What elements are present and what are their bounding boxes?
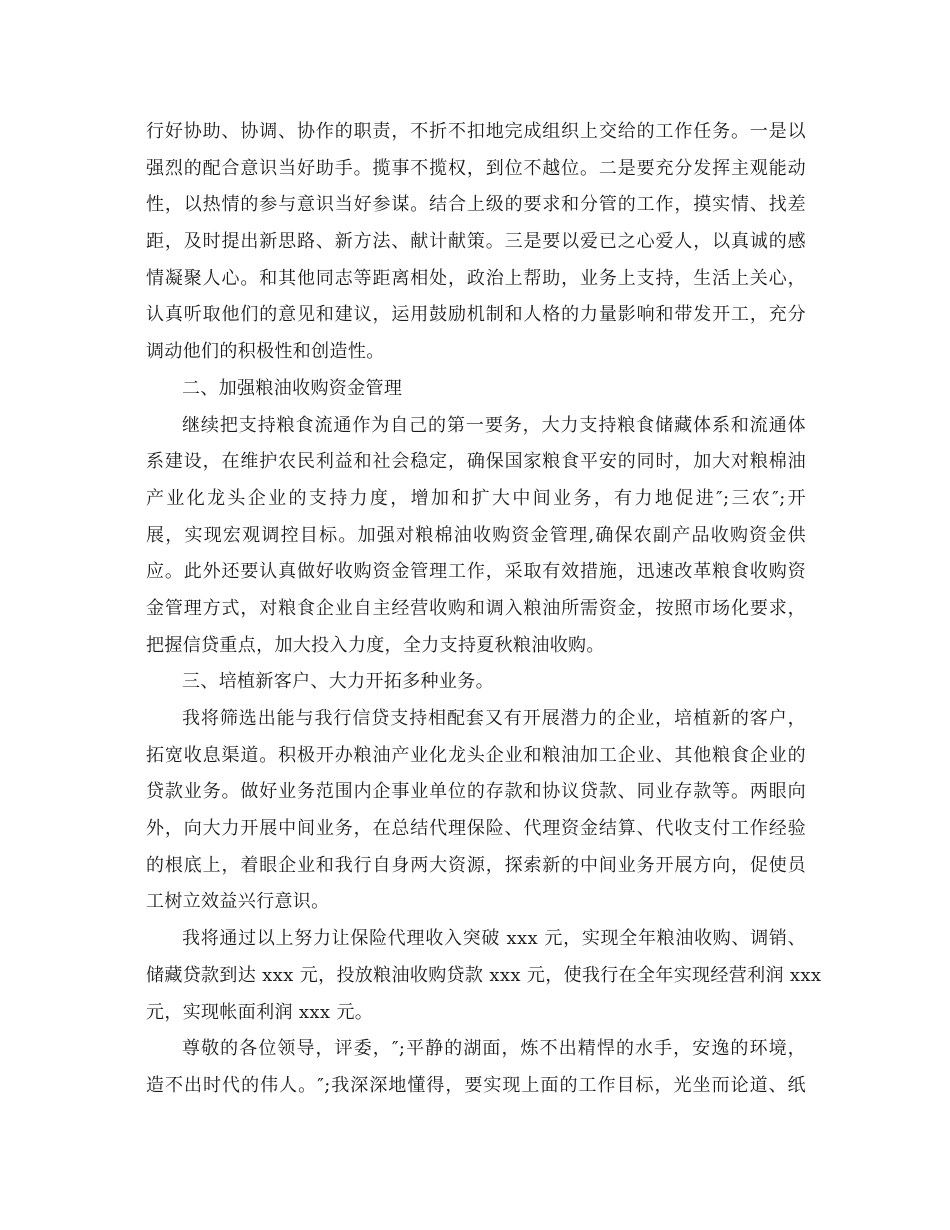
document-body	[146, 114, 822, 1105]
text-line: 情凝聚人心。和其他同志等距离相处，政治上帮助，业务上支持，生活上关心，	[146, 267, 806, 289]
text-line: 我将通过以上努力让保险代理收入突破 xxx 元，实现全年粮油收购、调销、	[182, 928, 806, 950]
text-line: 元，实现帐面利润 xxx 元。	[146, 1001, 374, 1023]
text-line: 工树立效益兴行意识。	[146, 891, 330, 913]
text-line: 继续把支持粮食流通作为自己的第一要务，大力支持粮食储藏体系和流通体	[182, 414, 806, 436]
text-line: 拓宽收息渠道。积极开办粮油产业化龙头企业和粮油加工企业、其他粮食企业的	[146, 744, 806, 766]
text-line: 金管理方式，对粮食企业自主经营收购和调入粮油所需资金，按照市场化要求，	[146, 597, 806, 619]
text-line: 展，实现宏观调控目标。加强对粮棉油收购资金管理,确保农副产品收购资金供	[146, 524, 806, 546]
text-line: 造不出时代的伟人。″;我深深地懂得，要实现上面的工作目标，光坐而论道、纸	[146, 1074, 806, 1096]
text-line: 的根底上，着眼企业和我行自身两大资源，探索新的中间业务开展方向，促使员	[146, 854, 806, 876]
text-line: 认真听取他们的意见和建议，运用鼓励机制和人格的力量影响和带发开工，充分	[146, 304, 806, 326]
text-line: 性，以热情的参与意识当好参谋。结合上级的要求和分管的工作，摸实情、找差	[146, 194, 806, 216]
text-line: 应。此外还要认真做好收购资金管理工作，采取有效措施，迅速改革粮食收购资	[146, 561, 806, 583]
text-line: 调动他们的积极性和创造性。	[146, 341, 385, 363]
text-line: 系建设，在维护农民利益和社会稳定，确保国家粮食平安的同时，加大对粮棉油	[146, 451, 806, 473]
text-line: 外，向大力开展中间业务，在总结代理保险、代理资金结算、代收支付工作经验	[146, 818, 806, 840]
text-line: 尊敬的各位领导，评委，″;平静的湖面，炼不出精悍的水手，安逸的环境，	[182, 1038, 806, 1060]
text-line: 贷款业务。做好业务范围内企事业单位的存款和协议贷款、同业存款等。两眼向	[146, 781, 806, 803]
text-line: 强烈的配合意识当好助手。揽事不揽权，到位不越位。二是要充分发挥主观能动	[146, 157, 806, 179]
text-line: 产业化龙头企业的支持力度，增加和扩大中间业务，有力地促进″;三农″;开	[146, 487, 806, 509]
text-line: 距，及时提出新思路、新方法、献计献策。三是要以爱已之心爱人，以真诚的感	[146, 231, 806, 253]
text-line: 我将筛选出能与我行信贷支持相配套又有开展潜力的企业，培植新的客户，	[182, 708, 806, 729]
text-line: 储藏贷款到达 xxx 元，投放粮油收购贷款 xxx 元，使我行在全年实现经营利润 xxx	[146, 964, 822, 986]
section-heading: 三、培植新客户、大力开拓多种业务。	[182, 671, 494, 693]
text-line: 行好协助、协调、协作的职责，不折不扣地完成组织上交给的工作任务。一是以	[146, 121, 806, 142]
section-heading: 二、加强粮油收购资金管理	[182, 377, 403, 399]
text-line: 把握信贷重点，加大投入力度，全力支持夏秋粮油收购。	[146, 634, 605, 656]
